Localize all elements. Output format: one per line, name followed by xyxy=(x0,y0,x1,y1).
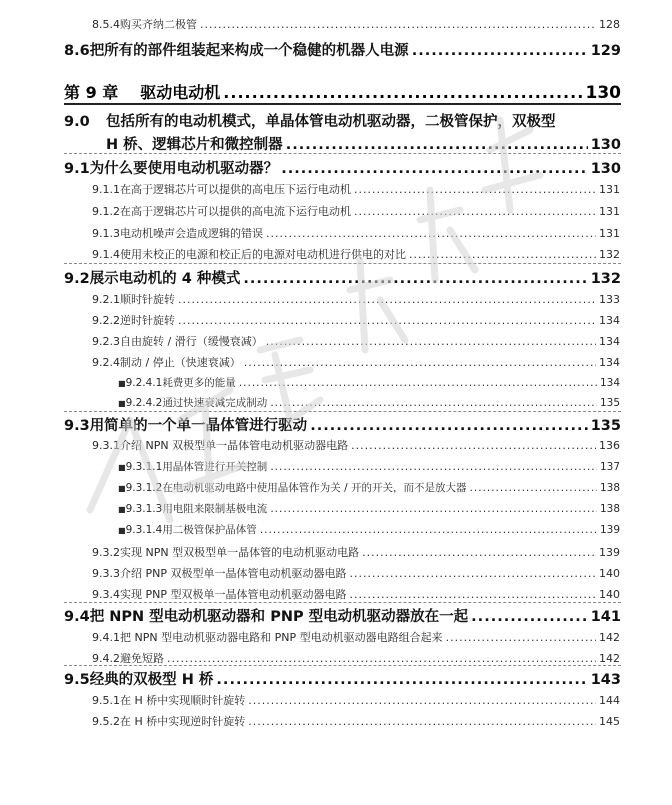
leader-dots xyxy=(266,335,596,348)
entry-title-line2: H 桥、逻辑芯片和微控制器 xyxy=(106,137,283,153)
entry-title: 介绍 NPN 双极型单一晶体管电动机驱动器电路 xyxy=(120,439,349,452)
entry-title: 把 NPN 型电动机驱动器和 PNP 型电动机驱动器放在一起 xyxy=(89,609,469,625)
toc-entry-9-2-1[interactable] xyxy=(92,291,620,307)
leader-dots xyxy=(178,293,596,306)
entry-title: 为什么要使用电动机驱动器？ xyxy=(89,161,279,177)
entry-title: 电动机噪声会造成逻辑的错误 xyxy=(120,227,263,240)
entry-title: 制动 / 停止（快速衰减） xyxy=(120,356,241,369)
entry-page: 132 xyxy=(590,271,621,287)
entry-title: 用二极管保护晶体管 xyxy=(162,524,257,536)
entry-page: 139 xyxy=(599,524,620,536)
entry-title: 通过快速衰减完成制动 xyxy=(162,397,268,409)
leader-dots xyxy=(471,609,588,625)
toc-entry-9-1[interactable] xyxy=(64,157,621,178)
entry-title-line1: 包括所有的电动机模式，单晶体管电动机驱动器，二极管保护，双极型 xyxy=(106,114,556,130)
leader-dots xyxy=(470,482,597,494)
toc-entry-9-1-1[interactable] xyxy=(92,181,620,197)
entry-page: 140 xyxy=(599,588,620,601)
entry-page: 136 xyxy=(599,439,620,452)
entry-page: 130 xyxy=(590,137,621,153)
entry-page: 129 xyxy=(590,43,621,59)
entry-title: 用晶体管进行开关控制 xyxy=(162,461,268,473)
section-divider xyxy=(64,665,621,666)
entry-title: 介绍 PNP 双极型单一晶体管电动机驱动器电路 xyxy=(120,567,347,580)
entry-title: 在电动机驱动电路中使用晶体管作为关 / 开的开关，而不是放大器 xyxy=(162,482,467,494)
toc-entry-9-3-3[interactable] xyxy=(92,565,620,581)
entry-title: 在 H 桥中实现逆时针旋转 xyxy=(120,715,246,728)
leader-dots xyxy=(200,18,596,31)
toc-entry-9-5[interactable] xyxy=(64,668,621,689)
entry-number: 9.3.1.3 xyxy=(125,503,163,515)
entry-number: 9.4.2 xyxy=(92,652,120,665)
bullet-icon: ■ xyxy=(118,379,126,388)
toc-entry-9-2-2[interactable] xyxy=(92,312,620,328)
entry-number: 9.1.3 xyxy=(92,227,120,240)
leader-dots xyxy=(216,672,587,688)
toc-entry-8-6[interactable] xyxy=(64,39,621,60)
chapter-title: 驱动电动机 xyxy=(140,83,221,102)
toc-entry-9-3-1-1[interactable] xyxy=(118,459,620,474)
entry-page: 131 xyxy=(599,227,620,240)
entry-number: 9.1.2 xyxy=(92,205,120,218)
entry-page: 144 xyxy=(599,694,620,707)
entry-title: 把 NPN 型电动机驱动器电路和 PNP 型电动机驱动器电路组合起来 xyxy=(120,631,443,644)
toc-entry-8-5-4[interactable] xyxy=(92,16,620,32)
toc-entry-9-3-1[interactable] xyxy=(92,437,620,453)
entry-number: 9.1 xyxy=(64,161,90,177)
leader-dots xyxy=(350,588,597,601)
entry-number: 9.2.4 xyxy=(92,356,120,369)
entry-number: 9.2.4.2 xyxy=(125,397,163,409)
entry-number: 9.2 xyxy=(64,271,90,287)
entry-page: 128 xyxy=(599,18,620,31)
entry-title: 自由旋转 / 滑行（缓慢衰减） xyxy=(120,335,263,348)
leader-dots xyxy=(270,461,597,473)
entry-page: 135 xyxy=(599,397,620,409)
leader-dots xyxy=(362,546,596,559)
entry-title: 经典的双极型 H 桥 xyxy=(89,672,214,688)
entry-page: 130 xyxy=(590,161,621,177)
toc-entry-9-2-3[interactable] xyxy=(92,333,620,349)
chapter-label: 第 9 章 xyxy=(64,83,119,102)
entry-number: 9.3.1.2 xyxy=(125,482,163,494)
entry-number: 9.0 xyxy=(64,114,90,130)
entry-page: 138 xyxy=(599,503,620,515)
chapter-rule xyxy=(64,103,621,105)
entry-number: 9.2.4.1 xyxy=(125,377,163,389)
toc-entry-9-2-4-1[interactable] xyxy=(118,375,620,390)
toc-entry-9-0-cont[interactable] xyxy=(106,133,621,154)
leader-dots xyxy=(270,503,597,515)
entry-title: 逆时针旋转 xyxy=(120,314,175,327)
leader-dots xyxy=(223,83,582,102)
entry-title: 避免短路 xyxy=(120,652,164,665)
entry-title: 在 H 桥中实现顺时针旋转 xyxy=(120,694,246,707)
toc-entry-9-0[interactable] xyxy=(64,110,621,131)
leader-dots xyxy=(409,248,596,261)
entry-page: 131 xyxy=(599,205,620,218)
entry-number: 9.2.3 xyxy=(92,335,120,348)
entry-page: 132 xyxy=(599,248,620,261)
entry-title: 耗费更多的能量 xyxy=(162,377,236,389)
entry-number: 9.5 xyxy=(64,672,90,688)
entry-number: 9.3.1 xyxy=(92,439,120,452)
entry-title: 在高于逻辑芯片可以提供的高电压下运行电动机 xyxy=(120,183,351,196)
leader-dots xyxy=(239,377,597,389)
entry-title: 用简单的一个单一晶体管进行驱动 xyxy=(89,418,308,434)
bullet-icon: ■ xyxy=(118,463,126,472)
toc-entry-9-3[interactable] xyxy=(64,414,621,435)
leader-dots xyxy=(178,314,596,327)
leader-dots xyxy=(248,694,596,707)
entry-number: 9.3.1.1 xyxy=(125,461,163,473)
entry-number: 9.3.1.4 xyxy=(125,524,163,536)
leader-dots xyxy=(248,715,596,728)
entry-number: 9.4 xyxy=(64,609,90,625)
entry-title: 顺时针旋转 xyxy=(120,293,175,306)
entry-title: 用电阻来限制基极电流 xyxy=(162,503,268,515)
entry-page: 145 xyxy=(599,715,620,728)
entry-number: 9.5.2 xyxy=(92,715,120,728)
bullet-icon: ■ xyxy=(118,399,126,408)
section-divider xyxy=(64,153,621,154)
toc-entry-9-1-4[interactable] xyxy=(92,246,620,262)
leader-dots xyxy=(286,137,588,153)
entry-number: 9.2.1 xyxy=(92,293,120,306)
entry-page: 143 xyxy=(590,672,621,688)
toc-entry-9-2-4-2[interactable] xyxy=(118,395,620,410)
leader-dots xyxy=(310,418,588,434)
entry-page: 141 xyxy=(590,609,621,625)
entry-title: 在高于逻辑芯片可以提供的高电流下运行电动机 xyxy=(120,205,351,218)
leader-dots xyxy=(446,631,596,644)
entry-page: 133 xyxy=(599,293,620,306)
toc-entry-9-5-1[interactable] xyxy=(92,692,620,708)
entry-page: 134 xyxy=(599,314,620,327)
entry-number: 9.5.1 xyxy=(92,694,120,707)
leader-dots xyxy=(244,356,596,369)
entry-number: 9.3 xyxy=(64,418,90,434)
entry-number: 8.5.4 xyxy=(92,18,120,31)
entry-title: 使用未校正的电源和校正后的电源对电动机进行供电的对比 xyxy=(120,248,406,261)
entry-page: 134 xyxy=(599,356,620,369)
leader-dots xyxy=(167,652,596,665)
bullet-icon: ■ xyxy=(118,484,126,493)
entry-page: 137 xyxy=(599,461,620,473)
entry-page: 138 xyxy=(599,482,620,494)
entry-number: 9.2.2 xyxy=(92,314,120,327)
bullet-icon: ■ xyxy=(118,505,126,514)
leader-dots xyxy=(270,397,597,409)
entry-page: 139 xyxy=(599,546,620,559)
leader-dots xyxy=(351,439,596,452)
entry-number: 9.4.1 xyxy=(92,631,120,644)
leader-dots xyxy=(412,43,588,59)
bullet-icon: ■ xyxy=(118,526,126,535)
entry-number: 9.3.4 xyxy=(92,588,120,601)
entry-number: 8.6 xyxy=(64,43,90,59)
toc-entry-9-3-4[interactable] xyxy=(92,586,620,602)
toc-entry-9-3-2[interactable] xyxy=(92,544,620,560)
entry-number: 9.1.1 xyxy=(92,183,120,196)
entry-number: 9.1.4 xyxy=(92,248,120,261)
toc-entry-9-3-1-3[interactable] xyxy=(118,501,620,516)
section-divider xyxy=(64,263,621,264)
chapter-heading[interactable] xyxy=(64,80,621,103)
toc-entry-9-5-2[interactable] xyxy=(92,713,620,729)
leader-dots xyxy=(266,227,596,240)
entry-title: 实现 PNP 型双极单一晶体管电动机驱动器电路 xyxy=(120,588,347,601)
entry-title: 把所有的部件组装起来构成一个稳健的机器人电源 xyxy=(89,43,409,59)
toc-entry-9-3-1-2[interactable] xyxy=(118,480,620,495)
entry-page: 142 xyxy=(599,631,620,644)
toc-entry-9-4[interactable] xyxy=(64,605,621,626)
toc-entry-9-2-4[interactable] xyxy=(92,354,620,370)
toc-entry-9-3-1-4[interactable] xyxy=(118,522,620,537)
entry-number: 9.3.3 xyxy=(92,567,120,580)
leader-dots xyxy=(243,271,587,287)
toc-entry-9-4-2[interactable] xyxy=(92,650,620,666)
leader-dots xyxy=(350,567,597,580)
toc-entry-9-1-2[interactable] xyxy=(92,203,620,219)
toc-entry-9-2[interactable] xyxy=(64,267,621,288)
entry-page: 135 xyxy=(590,418,621,434)
entry-title: 购买齐纳二极管 xyxy=(120,18,197,31)
chapter-page: 130 xyxy=(585,83,621,103)
section-divider xyxy=(64,411,621,412)
leader-dots xyxy=(260,524,597,536)
leader-dots xyxy=(281,161,588,177)
entry-page: 134 xyxy=(599,335,620,348)
section-divider xyxy=(64,602,621,603)
entry-page: 134 xyxy=(599,377,620,389)
leader-dots xyxy=(354,183,596,196)
entry-page: 131 xyxy=(599,183,620,196)
entry-title: 展示电动机的 4 种模式 xyxy=(89,271,241,287)
entry-title: 实现 NPN 型双极型单一晶体管的电动机驱动电路 xyxy=(120,546,360,559)
entry-page: 140 xyxy=(599,567,620,580)
toc-entry-9-1-3[interactable] xyxy=(92,225,620,241)
entry-page: 142 xyxy=(599,652,620,665)
entry-number: 9.3.2 xyxy=(92,546,120,559)
toc-entry-9-4-1[interactable] xyxy=(92,629,620,645)
leader-dots xyxy=(354,205,596,218)
